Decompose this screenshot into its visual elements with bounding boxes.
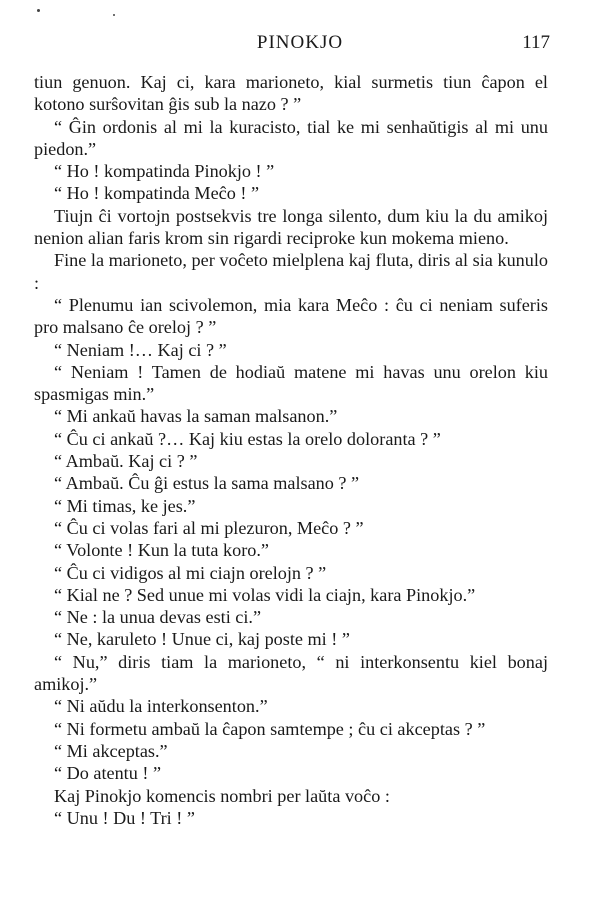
paragraph: “ Ĉu ci volas fari al mi plezuron, Meĉo ? ” [54, 517, 364, 538]
paragraph: “ Ne : la unua devas esti ci.” [54, 607, 262, 628]
paragraph: “ Ĝin ordonis al mi la kuracisto, tial ke mi senhaŭtigis al mi unu piedon.” [34, 116, 548, 159]
running-title: PINOKJO [256, 32, 344, 53]
paragraph: “ Unu ! Du ! Tri ! ” [54, 807, 195, 828]
paragraph: “ Ho ! kompatinda Pinokjo ! ” [54, 161, 275, 182]
paragraph: tiun genuon. Kaj ci, kara marioneto, kial surmetis tiun ĉapon el kotono surŝovitan ĝis sub la nazo ? ” [34, 72, 548, 115]
paragraph: “ Do atentu ! ” [54, 763, 162, 784]
paragraph: “ Ho ! kompatinda Meĉo ! ” [54, 183, 260, 204]
print-speck [37, 9, 40, 12]
paragraph: “ Ĉu ci ankaŭ ?… Kaj kiu estas la orelo doloranta ? ” [54, 428, 441, 449]
paragraph: “ Mi akceptas.” [54, 740, 168, 761]
paragraph: “ Plenumu ian scivolemon, mia kara Meĉo : ĉu ci neniam suferis pro malsano ĉe oreloj ? ” [34, 294, 548, 338]
page-number: 117 [522, 32, 550, 53]
body-text [34, 71, 548, 829]
paragraph: “ Ambaŭ. Kaj ci ? ” [54, 451, 198, 472]
paragraph: “ Neniam ! Tamen de hodiaŭ matene mi havas unu orelon kiu spasmigas min.” [34, 361, 548, 405]
paragraph: “ Neniam !… Kaj ci ? ” [54, 339, 227, 360]
paragraph: “ Ni formetu ambaŭ la ĉapon samtempe ; ĉu ci akceptas ? ” [54, 718, 486, 739]
paragraph: Tiujn ĉi vortojn postsekvis tre longa silento, dum kiu la du amikoj nenion alian faris krom sin rigardi reciproke kun mokema mieno. [34, 205, 548, 249]
paragraph: Fine la marioneto, per voĉeto mielplena kaj fluta, diris al sia kunulo : [34, 250, 548, 293]
paragraph: “ Mi timas, ke jes.” [54, 495, 196, 516]
print-speck [113, 14, 115, 16]
paragraph: “ Mi ankaŭ havas la saman malsanon.” [54, 406, 338, 427]
paragraph: “ Nu,” diris tiam la marioneto, “ ni interkonsentu kiel bonaj amikoj.” [34, 651, 548, 695]
paragraph: “ Ĉu ci vidigos al mi ciajn orelojn ? ” [54, 562, 327, 583]
paragraph: “ Kial ne ? Sed unue mi volas vidi la ciajn, kara Pinokjo.” [54, 584, 476, 605]
running-head [0, 32, 600, 56]
paragraph: “ Ne, karuleto ! Unue ci, kaj poste mi ! ” [54, 629, 350, 650]
paragraph: “ Volonte ! Kun la tuta koro.” [54, 540, 270, 561]
paragraph: Kaj Pinokjo komencis nombri per laŭta voĉo : [54, 785, 390, 806]
paragraph: “ Ambaŭ. Ĉu ĝi estus la sama malsano ? ” [54, 473, 360, 494]
paragraph: “ Ni aŭdu la interkonsenton.” [54, 696, 268, 717]
